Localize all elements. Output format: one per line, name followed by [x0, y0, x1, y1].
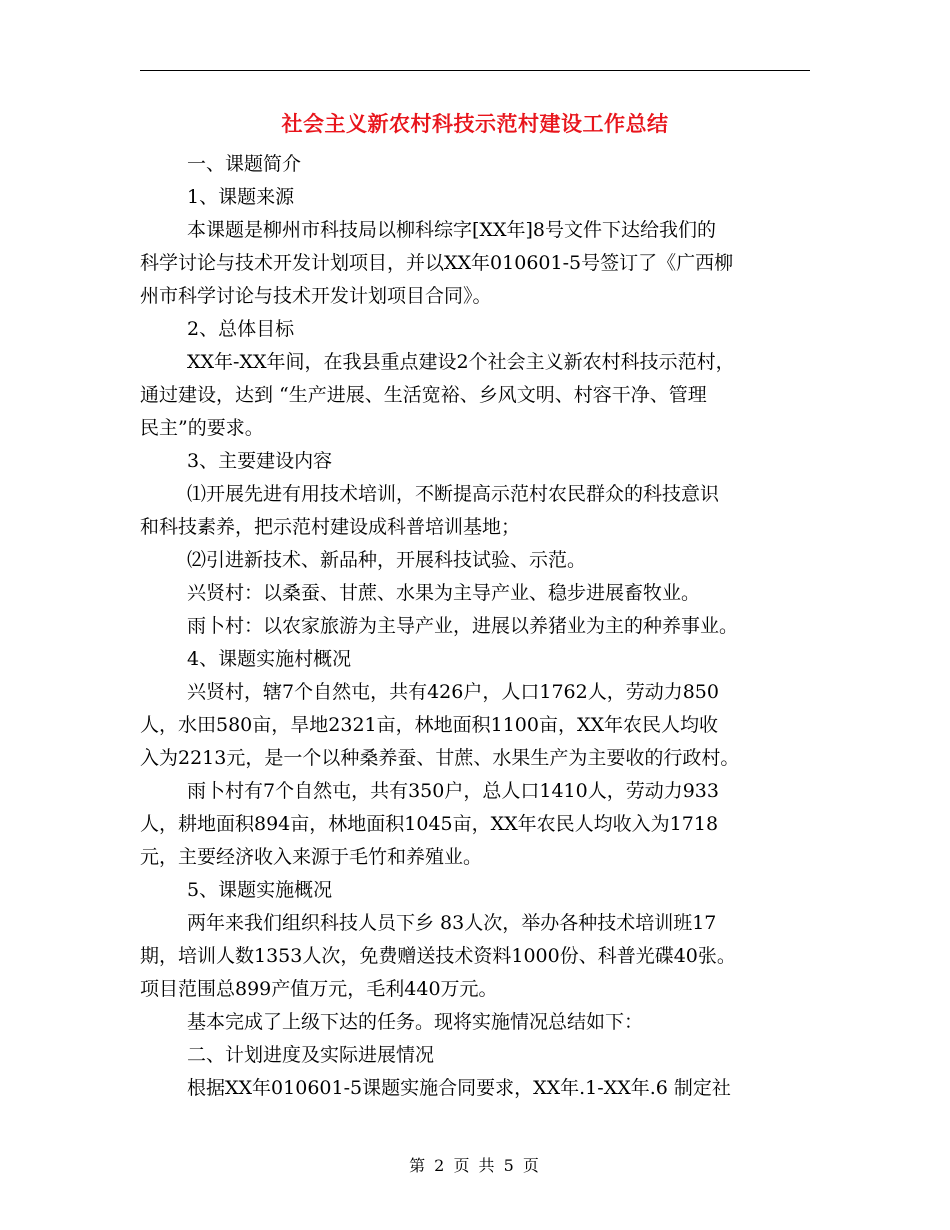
- header-rule: [140, 70, 810, 71]
- paragraph-line: 本课题是柳州市科技局以柳科综字[XX年]8号文件下达给我们的: [187, 219, 716, 241]
- paragraph-line: XX年-XX年间，在我县重点建设2个社会主义新农村科技示范村，: [187, 351, 735, 373]
- paragraph-line: 雨卜村：以农家旅游为主导产业，进展以养猪业为主的种养事业。: [187, 615, 739, 637]
- subsection-heading: 3、主要建设内容: [187, 450, 333, 472]
- subsection-heading: 1、课题来源: [187, 186, 295, 208]
- document-title: 社会主义新农村科技示范村建设工作总结: [281, 111, 669, 136]
- paragraph-line: 基本完成了上级下达的任务。现将实施情况总结如下：: [187, 1011, 644, 1033]
- paragraph-line: 根据XX年010601-5课题实施合同要求，XX年.1-XX年.6 制定社: [187, 1077, 731, 1099]
- paragraph-line: 兴贤村，辖7个自然屯，共有426户，人口1762人，劳动力850: [187, 681, 719, 703]
- subsection-heading: 5、课题实施概况: [187, 879, 333, 901]
- paragraph-line: ⑴开展先进有用技术培训，不断提高示范村农民群众的科技意识: [187, 483, 720, 505]
- paragraph-line: 入为2213元，是一个以种桑养蚕、甘蔗、水果生产为主要收的行政村。: [140, 747, 740, 769]
- paragraph-line: 期，培训人数1353人次，免费赠送技术资料1000份、科普光碟40张。: [140, 945, 736, 967]
- paragraph-line: 和科技素养，把示范村建设成科普培训基地；: [140, 516, 521, 538]
- paragraph-line: 科学讨论与技术开发计划项目，并以XX年010601-5号签订了《广西柳: [140, 252, 734, 274]
- page-number-footer: 第 2 页 共 5 页: [409, 1156, 541, 1175]
- subsection-heading: 2、总体目标: [187, 318, 295, 340]
- paragraph-line: 雨卜村有7个自然屯，共有350户，总人口1410人，劳动力933: [187, 780, 719, 802]
- paragraph-line: 兴贤村：以桑蚕、甘蔗、水果为主导产业、稳步进展畜牧业。: [187, 582, 701, 604]
- paragraph-line: 民主”的要求。: [140, 417, 264, 439]
- paragraph-line: 项目范围总899产值万元，毛利440万元。: [140, 978, 498, 1000]
- paragraph-line: 通过建设，达到 “生产进展、生活宽裕、乡风文明、村容干净、管理: [140, 384, 707, 406]
- section-heading: 一、课题简介: [187, 153, 302, 175]
- paragraph-line: 人，水田580亩，旱地2321亩，林地面积1100亩，XX年农民人均收: [140, 714, 719, 736]
- paragraph-line: ⑵引进新技术、新品种，开展科技试验、示范。: [187, 549, 587, 571]
- paragraph-line: 两年来我们组织科技人员下乡 83人次，举办各种技术培训班17: [187, 912, 717, 934]
- paragraph-line: 元，主要经济收入来源于毛竹和养殖业。: [140, 846, 483, 868]
- paragraph-line: 人，耕地面积894亩，林地面积1045亩，XX年农民人均收入为1718: [140, 813, 719, 835]
- document-body: [140, 148, 805, 1105]
- paragraph-line: 州市科学讨论与技术开发计划项目合同》。: [140, 285, 492, 307]
- subsection-heading: 4、课题实施村概况: [187, 648, 352, 670]
- section-heading: 二、计划进度及实际进展情况: [187, 1044, 435, 1066]
